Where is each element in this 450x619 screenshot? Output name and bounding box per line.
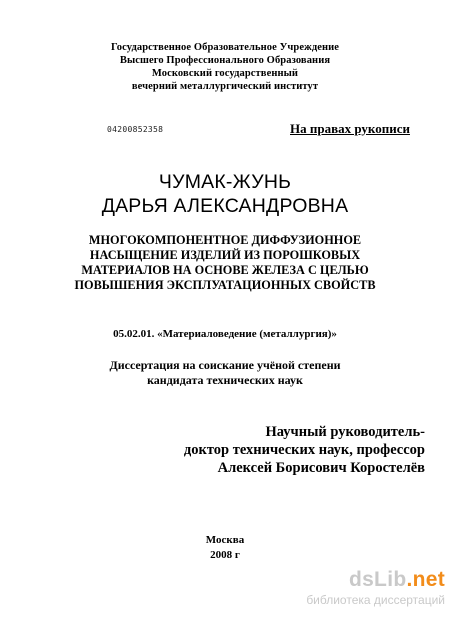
degree-line: Диссертация на соискание учёной степени [109, 358, 341, 372]
watermark-brand-main: dsLib [348, 568, 407, 591]
author-name [40, 170, 410, 218]
catalog-number: 04200852358 [107, 125, 164, 134]
place-and-date [40, 533, 410, 563]
city: Москва [205, 534, 245, 546]
institution-line: Государственное Образовательное Учреждение [110, 42, 340, 53]
dslib-watermark [300, 568, 445, 614]
watermark-tagline: библиотека диссертаций [306, 593, 445, 607]
supervisor-degree: доктор технических наук, профессор [183, 442, 425, 458]
title-line: НАСЫЩЕНИЕ ИЗДЕЛИЙ ИЗ ПОРОШКОВЫХ [89, 248, 361, 262]
institution-header [40, 41, 410, 93]
title-line: МАТЕРИАЛОВ НА ОСНОВЕ ЖЕЛЕЗА С ЦЕЛЬЮ [81, 263, 369, 277]
supervisor-block [125, 423, 425, 477]
specialty-code: 05.02.01. «Материаловедение (металлургия)» [113, 328, 337, 340]
title-line: МНОГОКОМПОНЕНТНОЕ ДИФФУЗИОННОЕ [88, 233, 362, 247]
supervisor-name: Алексей Борисович Коростелёв [217, 460, 425, 476]
institution-line: Высшего Профессионального Образования [119, 55, 331, 66]
author-surname: ЧУМАК-ЖУНЬ [158, 171, 292, 193]
dissertation-title [40, 233, 410, 293]
degree-statement [40, 358, 410, 388]
watermark-brand-accent: .net [406, 568, 445, 591]
institution-line: Московский государственный [151, 68, 299, 79]
author-given-names: ДАРЬЯ АЛЕКСАНДРОВНА [101, 195, 349, 217]
watermark-logo [300, 568, 445, 592]
year: 2008 г [210, 549, 240, 561]
supervisor-role: Научный руководитель- [265, 424, 425, 440]
institution-line: вечерний металлургический институт [131, 81, 319, 92]
manuscript-rights-label: На правах рукописи [290, 121, 410, 136]
title-line: ПОВЫШЕНИЯ ЭКСПЛУАТАЦИОННЫХ СВОЙСТВ [74, 278, 376, 292]
degree-line: кандидата технических наук [147, 373, 303, 387]
